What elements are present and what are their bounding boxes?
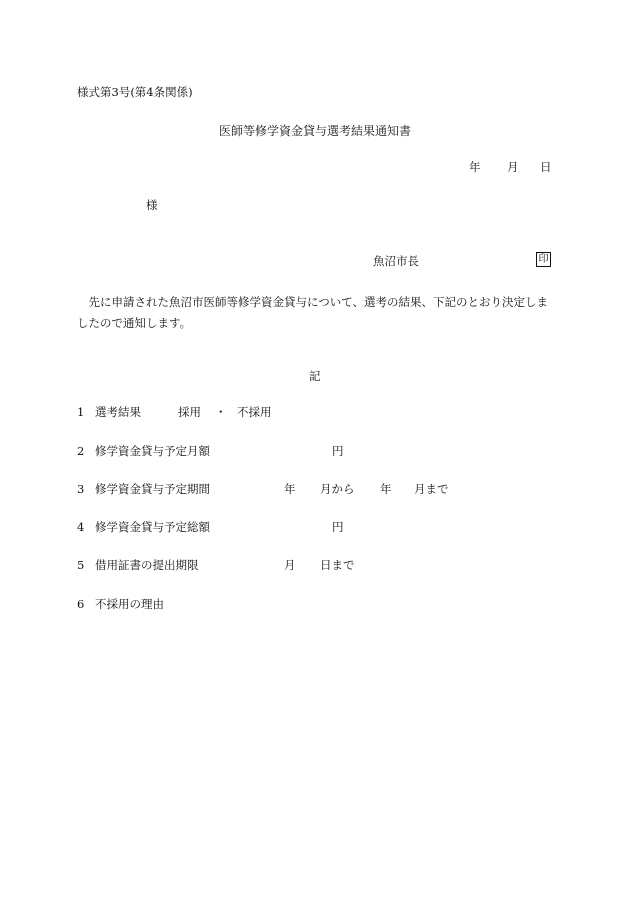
- total-amount-unit: 円: [332, 520, 344, 534]
- date-day-label: 日: [540, 160, 552, 174]
- deadline-month: 月: [284, 558, 296, 572]
- item-label: 不採用の理由: [95, 597, 164, 611]
- item-number: 5: [77, 558, 85, 572]
- item-label: 修学資金貸与予定月額: [95, 444, 210, 458]
- seal-mark: 印: [536, 252, 551, 267]
- addressee-suffix: 様: [146, 198, 158, 212]
- item-number: 6: [77, 597, 85, 611]
- option-separator: ・: [215, 405, 227, 419]
- item-label: 修学資金貸与予定期間: [95, 482, 210, 496]
- item-number: 3: [77, 482, 85, 496]
- deadline-day: 日まで: [320, 558, 355, 572]
- document-title: 医師等修学資金貸与選考結果通知書: [219, 124, 412, 138]
- item-number: 1: [77, 405, 85, 419]
- form-number: 様式第3号(第4条関係): [77, 85, 193, 99]
- date-month-label: 月: [507, 160, 519, 174]
- item-label: 選考結果: [95, 405, 141, 419]
- item-label: 修学資金貸与予定総額: [95, 520, 210, 534]
- adopted-option: 採用: [178, 405, 201, 419]
- ki-heading: 記: [309, 369, 321, 383]
- item-number: 4: [77, 520, 85, 534]
- period-start-month: 月から: [320, 482, 355, 496]
- period-end-month: 月まで: [414, 482, 449, 496]
- period-start-year: 年: [284, 482, 296, 496]
- date-year-label: 年: [469, 160, 481, 174]
- rejected-option: 不採用: [237, 405, 272, 419]
- period-end-year: 年: [380, 482, 392, 496]
- issuer-title: 魚沼市長: [373, 254, 419, 268]
- item-label: 借用証書の提出期限: [95, 558, 199, 572]
- monthly-amount-unit: 円: [332, 444, 344, 458]
- notice-body: 先に申請された魚沼市医師等修学資金貸与について、選考の結果、下記のとおり決定しましたので通知します。: [77, 295, 549, 330]
- item-number: 2: [77, 444, 85, 458]
